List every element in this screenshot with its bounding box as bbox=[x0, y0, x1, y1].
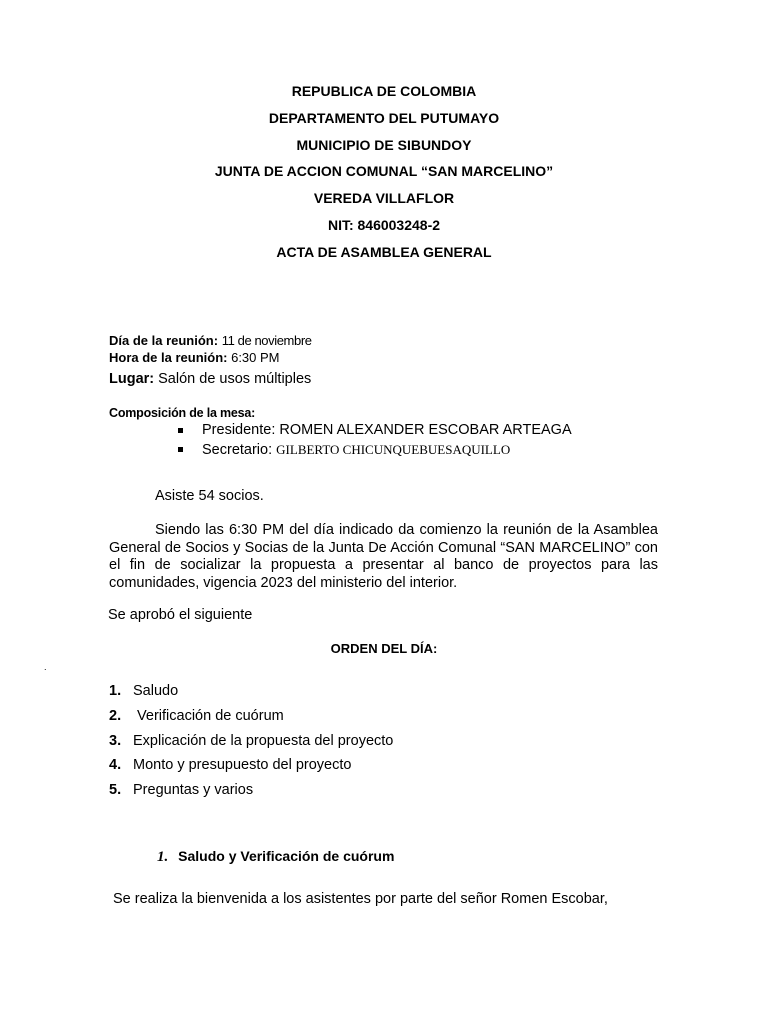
agenda-item-number: 4. bbox=[109, 757, 122, 774]
header-municipality: MUNICIPIO DE SIBUNDOY bbox=[296, 136, 472, 153]
meeting-place-label: Lugar: bbox=[109, 371, 155, 387]
agenda-item-text: Preguntas y varios bbox=[133, 782, 254, 799]
agenda-item-number: 1. bbox=[109, 683, 122, 699]
header-vereda: VEREDA VILLAFLOR bbox=[313, 190, 455, 207]
meeting-day-label: Día de la reunión: bbox=[109, 333, 219, 348]
meeting-place-value: Salón de usos múltiples bbox=[158, 371, 312, 387]
agenda-item-text: Monto y presupuesto del proyecto bbox=[133, 757, 352, 774]
section-1-number: 1. bbox=[157, 849, 169, 865]
mesa-title: Composición de la mesa: bbox=[109, 406, 256, 420]
document-header bbox=[0, 78, 768, 266]
meeting-place bbox=[109, 371, 311, 387]
section-1-text: Se realiza la bienvenida a los asistentes por parte del señor Romen Escobar, bbox=[113, 891, 608, 907]
meeting-day bbox=[109, 332, 312, 349]
square-bullet-icon bbox=[178, 428, 183, 433]
section-1-title: Saludo y Verificación de cuórum bbox=[178, 848, 395, 864]
approved-text: Se aprobó el siguiente bbox=[108, 607, 253, 623]
agenda-title: ORDEN DEL DÍA: bbox=[330, 641, 438, 656]
mesa-role: Secretario: bbox=[202, 442, 273, 458]
header-nit: NIT: 846003248-2 bbox=[327, 216, 441, 233]
agenda-item bbox=[109, 780, 393, 805]
agenda-item-text: Explicación de la propuesta del proyecto bbox=[133, 732, 394, 749]
mesa-item-presidente bbox=[176, 421, 572, 440]
document-title: ACTA DE ASAMBLEA GENERAL bbox=[276, 243, 492, 260]
agenda-item-number: 2. bbox=[109, 707, 122, 724]
opening-paragraph bbox=[109, 522, 658, 592]
meeting-hour bbox=[109, 349, 312, 366]
agenda-item-text: Saludo bbox=[133, 683, 179, 699]
section-1-heading bbox=[157, 848, 394, 866]
agenda-list bbox=[109, 681, 393, 805]
agenda-item-text: Verificación de cuórum bbox=[133, 707, 284, 724]
header-junta: JUNTA DE ACCION COMUNAL “SAN MARCELINO” bbox=[214, 163, 554, 180]
agenda-item bbox=[109, 731, 393, 756]
meeting-hour-label: Hora de la reunión: bbox=[109, 350, 228, 365]
mesa-role: Presidente: bbox=[202, 422, 276, 438]
meeting-day-value: 11 de noviembre bbox=[221, 333, 312, 348]
agenda-item-number: 5. bbox=[109, 782, 122, 799]
opening-paragraph-text: Siendo las 6:30 PM del día indicado da comienzo la reunión de la Asamblea General de Socios y Socias de la Junta De Acción Comunal “SAN MARCELINO” con el fin de socializar la propuesta a presentar al banco de proyectos para las comunidades, vigencia 2023 del ministerio del interior. bbox=[109, 522, 658, 591]
agenda-item bbox=[109, 681, 393, 706]
attendance-text: Asiste 54 socios. bbox=[155, 488, 264, 504]
mesa-name: ROMEN ALEXANDER ESCOBAR ARTEAGA bbox=[279, 422, 572, 438]
header-country: REPUBLICA DE COLOMBIA bbox=[291, 83, 477, 99]
meeting-hour-value: 6:30 PM bbox=[231, 350, 280, 365]
agenda-item bbox=[109, 706, 393, 731]
header-department: DEPARTAMENTO DEL PUTUMAYO bbox=[268, 109, 500, 126]
agenda-item bbox=[109, 755, 393, 780]
stray-mark: . bbox=[44, 662, 47, 672]
mesa-name: GILBERTO CHICUNQUEBUESAQUILLO bbox=[276, 442, 511, 457]
agenda-item-number: 3. bbox=[109, 732, 122, 749]
mesa-list bbox=[176, 421, 572, 460]
mesa-item-secretario bbox=[176, 440, 572, 460]
meeting-details bbox=[109, 332, 312, 366]
square-bullet-icon bbox=[178, 447, 183, 452]
